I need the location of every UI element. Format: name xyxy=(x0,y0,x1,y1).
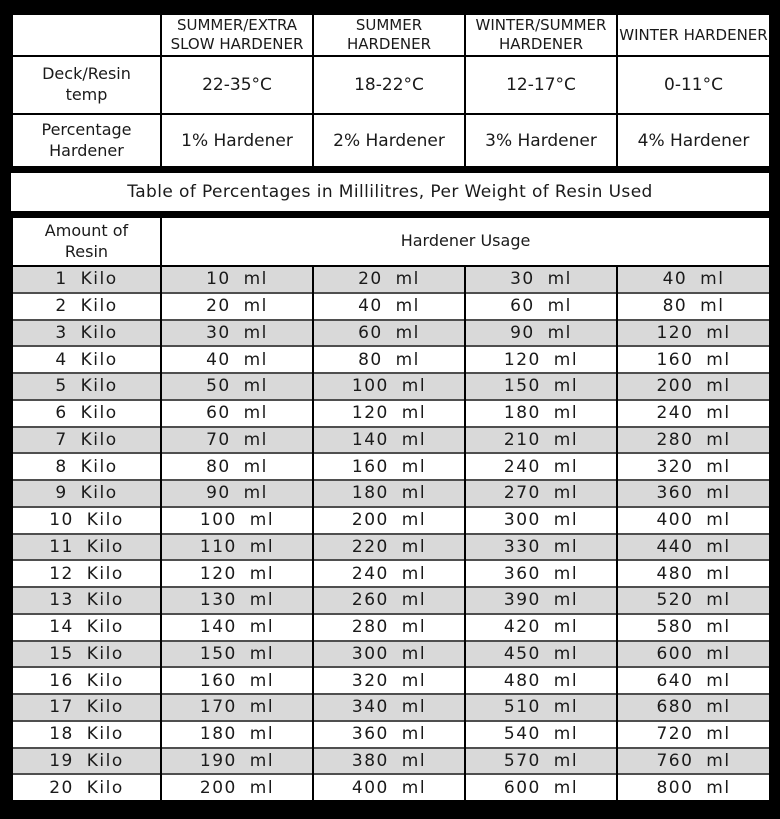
usage-value-cell: 220 ml xyxy=(313,534,465,561)
usage-value-cell: 520 ml xyxy=(617,587,770,614)
usage-value-cell: 420 ml xyxy=(465,614,617,641)
usage-value-cell: 170 ml xyxy=(161,694,313,721)
resin-amount-cell: 16 Kilo xyxy=(12,667,161,694)
usage-value-cell: 160 ml xyxy=(161,667,313,694)
resin-amount-cell: 10 Kilo xyxy=(12,507,161,534)
usage-value-cell: 450 ml xyxy=(465,641,617,668)
usage-value-cell: 40 ml xyxy=(617,266,770,293)
usage-value-cell: 180 ml xyxy=(313,480,465,507)
usage-row xyxy=(12,774,770,801)
col-header-winter: WINTER HARDENER xyxy=(617,14,770,56)
usage-value-cell: 270 ml xyxy=(465,480,617,507)
usage-value-cell: 200 ml xyxy=(161,774,313,801)
usage-value-cell: 320 ml xyxy=(313,667,465,694)
usage-value-cell: 180 ml xyxy=(465,400,617,427)
usage-value-cell: 640 ml xyxy=(617,667,770,694)
usage-value-cell: 60 ml xyxy=(465,293,617,320)
usage-value-cell: 380 ml xyxy=(313,748,465,775)
usage-row xyxy=(12,427,770,454)
usage-value-cell: 680 ml xyxy=(617,694,770,721)
temp-value-winter: 0-11°C xyxy=(617,56,770,114)
resin-amount-cell: 2 Kilo xyxy=(12,293,161,320)
usage-value-cell: 200 ml xyxy=(313,507,465,534)
usage-value-cell: 50 ml xyxy=(161,373,313,400)
usage-value-cell: 300 ml xyxy=(465,507,617,534)
resin-amount-cell: 18 Kilo xyxy=(12,721,161,748)
resin-amount-cell: 12 Kilo xyxy=(12,560,161,587)
usage-row xyxy=(12,373,770,400)
resin-amount-cell: 7 Kilo xyxy=(12,427,161,454)
usage-row xyxy=(12,293,770,320)
usage-value-cell: 140 ml xyxy=(161,614,313,641)
resin-amount-cell: 3 Kilo xyxy=(12,320,161,347)
usage-value-cell: 600 ml xyxy=(465,774,617,801)
usage-value-cell: 160 ml xyxy=(313,453,465,480)
usage-value-cell: 150 ml xyxy=(465,373,617,400)
usage-row xyxy=(12,534,770,561)
usage-value-cell: 180 ml xyxy=(161,721,313,748)
usage-value-cell: 150 ml xyxy=(161,641,313,668)
resin-amount-cell: 15 Kilo xyxy=(12,641,161,668)
table-title: Table of Percentages in Millilitres, Per Weight of Resin Used xyxy=(11,173,769,211)
usage-value-cell: 90 ml xyxy=(465,320,617,347)
col-header-winter-summer: WINTER/SUMMER HARDENER xyxy=(465,14,617,56)
resin-amount-cell: 20 Kilo xyxy=(12,774,161,801)
usage-value-cell: 130 ml xyxy=(161,587,313,614)
usage-value-cell: 200 ml xyxy=(617,373,770,400)
usage-value-cell: 510 ml xyxy=(465,694,617,721)
usage-row xyxy=(12,560,770,587)
usage-value-cell: 570 ml xyxy=(465,748,617,775)
usage-value-cell: 120 ml xyxy=(465,346,617,373)
hardener-usage-table xyxy=(11,216,771,802)
temp-value-winter-summer: 12-17°C xyxy=(465,56,617,114)
resin-amount-cell: 9 Kilo xyxy=(12,480,161,507)
usage-value-cell: 300 ml xyxy=(313,641,465,668)
resin-amount-cell: 6 Kilo xyxy=(12,400,161,427)
percent-value-winter: 4% Hardener xyxy=(617,114,770,167)
usage-value-cell: 360 ml xyxy=(313,721,465,748)
amount-of-resin-header-text: Amount of Resin xyxy=(44,220,129,261)
usage-value-cell: 240 ml xyxy=(465,453,617,480)
usage-row xyxy=(12,641,770,668)
resin-amount-cell: 14 Kilo xyxy=(12,614,161,641)
usage-rows-body xyxy=(12,266,770,801)
usage-row xyxy=(12,587,770,614)
usage-row xyxy=(12,453,770,480)
usage-row xyxy=(12,507,770,534)
usage-value-cell: 400 ml xyxy=(617,507,770,534)
usage-value-cell: 580 ml xyxy=(617,614,770,641)
usage-value-cell: 240 ml xyxy=(313,560,465,587)
usage-row xyxy=(12,694,770,721)
deck-resin-temp-row xyxy=(12,56,770,114)
usage-row xyxy=(12,721,770,748)
usage-value-cell: 260 ml xyxy=(313,587,465,614)
usage-value-cell: 120 ml xyxy=(313,400,465,427)
resin-amount-cell: 17 Kilo xyxy=(12,694,161,721)
usage-value-cell: 90 ml xyxy=(161,480,313,507)
usage-value-cell: 480 ml xyxy=(617,560,770,587)
temp-value-summer: 18-22°C xyxy=(313,56,465,114)
resin-amount-cell: 19 Kilo xyxy=(12,748,161,775)
usage-row xyxy=(12,748,770,775)
temp-value-summer-extra-slow: 22-35°C xyxy=(161,56,313,114)
usage-value-cell: 70 ml xyxy=(161,427,313,454)
amount-of-resin-header xyxy=(12,217,161,266)
usage-value-cell: 360 ml xyxy=(465,560,617,587)
usage-value-cell: 10 ml xyxy=(161,266,313,293)
hardener-usage-header: Hardener Usage xyxy=(161,217,770,266)
resin-amount-cell: 4 Kilo xyxy=(12,346,161,373)
usage-value-cell: 80 ml xyxy=(617,293,770,320)
temp-row-label xyxy=(12,56,161,114)
usage-value-cell: 440 ml xyxy=(617,534,770,561)
usage-value-cell: 80 ml xyxy=(313,346,465,373)
col-header-summer: SUMMER HARDENER xyxy=(313,14,465,56)
percentage-row-label-text: Percentage Hardener xyxy=(41,119,132,160)
usage-value-cell: 280 ml xyxy=(617,427,770,454)
usage-value-cell: 360 ml xyxy=(617,480,770,507)
usage-value-cell: 110 ml xyxy=(161,534,313,561)
usage-value-cell: 30 ml xyxy=(465,266,617,293)
hardener-chart-frame xyxy=(11,13,769,802)
usage-value-cell: 240 ml xyxy=(617,400,770,427)
usage-value-cell: 160 ml xyxy=(617,346,770,373)
usage-row xyxy=(12,346,770,373)
usage-row xyxy=(12,266,770,293)
usage-row xyxy=(12,400,770,427)
usage-value-cell: 800 ml xyxy=(617,774,770,801)
usage-row xyxy=(12,667,770,694)
usage-value-cell: 60 ml xyxy=(313,320,465,347)
usage-value-cell: 120 ml xyxy=(161,560,313,587)
usage-value-cell: 720 ml xyxy=(617,721,770,748)
usage-value-cell: 20 ml xyxy=(161,293,313,320)
usage-value-cell: 480 ml xyxy=(465,667,617,694)
usage-value-cell: 320 ml xyxy=(617,453,770,480)
usage-value-cell: 30 ml xyxy=(161,320,313,347)
usage-value-cell: 760 ml xyxy=(617,748,770,775)
usage-value-cell: 40 ml xyxy=(161,346,313,373)
usage-row xyxy=(12,320,770,347)
col-header-summer-extra-slow: SUMMER/EXTRA SLOW HARDENER xyxy=(161,14,313,56)
usage-value-cell: 390 ml xyxy=(465,587,617,614)
percent-value-summer: 2% Hardener xyxy=(313,114,465,167)
usage-value-cell: 80 ml xyxy=(161,453,313,480)
resin-amount-cell: 13 Kilo xyxy=(12,587,161,614)
percent-value-summer-extra-slow: 1% Hardener xyxy=(161,114,313,167)
usage-value-cell: 120 ml xyxy=(617,320,770,347)
usage-value-cell: 20 ml xyxy=(313,266,465,293)
usage-value-cell: 190 ml xyxy=(161,748,313,775)
usage-value-cell: 540 ml xyxy=(465,721,617,748)
usage-row xyxy=(12,614,770,641)
percentage-row-label xyxy=(12,114,161,167)
usage-value-cell: 210 ml xyxy=(465,427,617,454)
usage-value-cell: 400 ml xyxy=(313,774,465,801)
corner-empty-cell xyxy=(12,14,161,56)
usage-value-cell: 140 ml xyxy=(313,427,465,454)
percent-value-winter-summer: 3% Hardener xyxy=(465,114,617,167)
usage-value-cell: 600 ml xyxy=(617,641,770,668)
resin-amount-cell: 11 Kilo xyxy=(12,534,161,561)
usage-value-cell: 60 ml xyxy=(161,400,313,427)
resin-amount-cell: 1 Kilo xyxy=(12,266,161,293)
usage-value-cell: 100 ml xyxy=(161,507,313,534)
season-header-row xyxy=(12,14,770,56)
usage-value-cell: 100 ml xyxy=(313,373,465,400)
usage-value-cell: 340 ml xyxy=(313,694,465,721)
usage-value-cell: 40 ml xyxy=(313,293,465,320)
usage-row xyxy=(12,480,770,507)
hardener-type-table xyxy=(11,13,771,168)
percentage-hardener-row xyxy=(12,114,770,167)
resin-amount-cell: 8 Kilo xyxy=(12,453,161,480)
temp-row-label-text: Deck/Resin temp xyxy=(42,64,131,104)
usage-value-cell: 330 ml xyxy=(465,534,617,561)
usage-value-cell: 280 ml xyxy=(313,614,465,641)
usage-header-row xyxy=(12,217,770,266)
resin-amount-cell: 5 Kilo xyxy=(12,373,161,400)
